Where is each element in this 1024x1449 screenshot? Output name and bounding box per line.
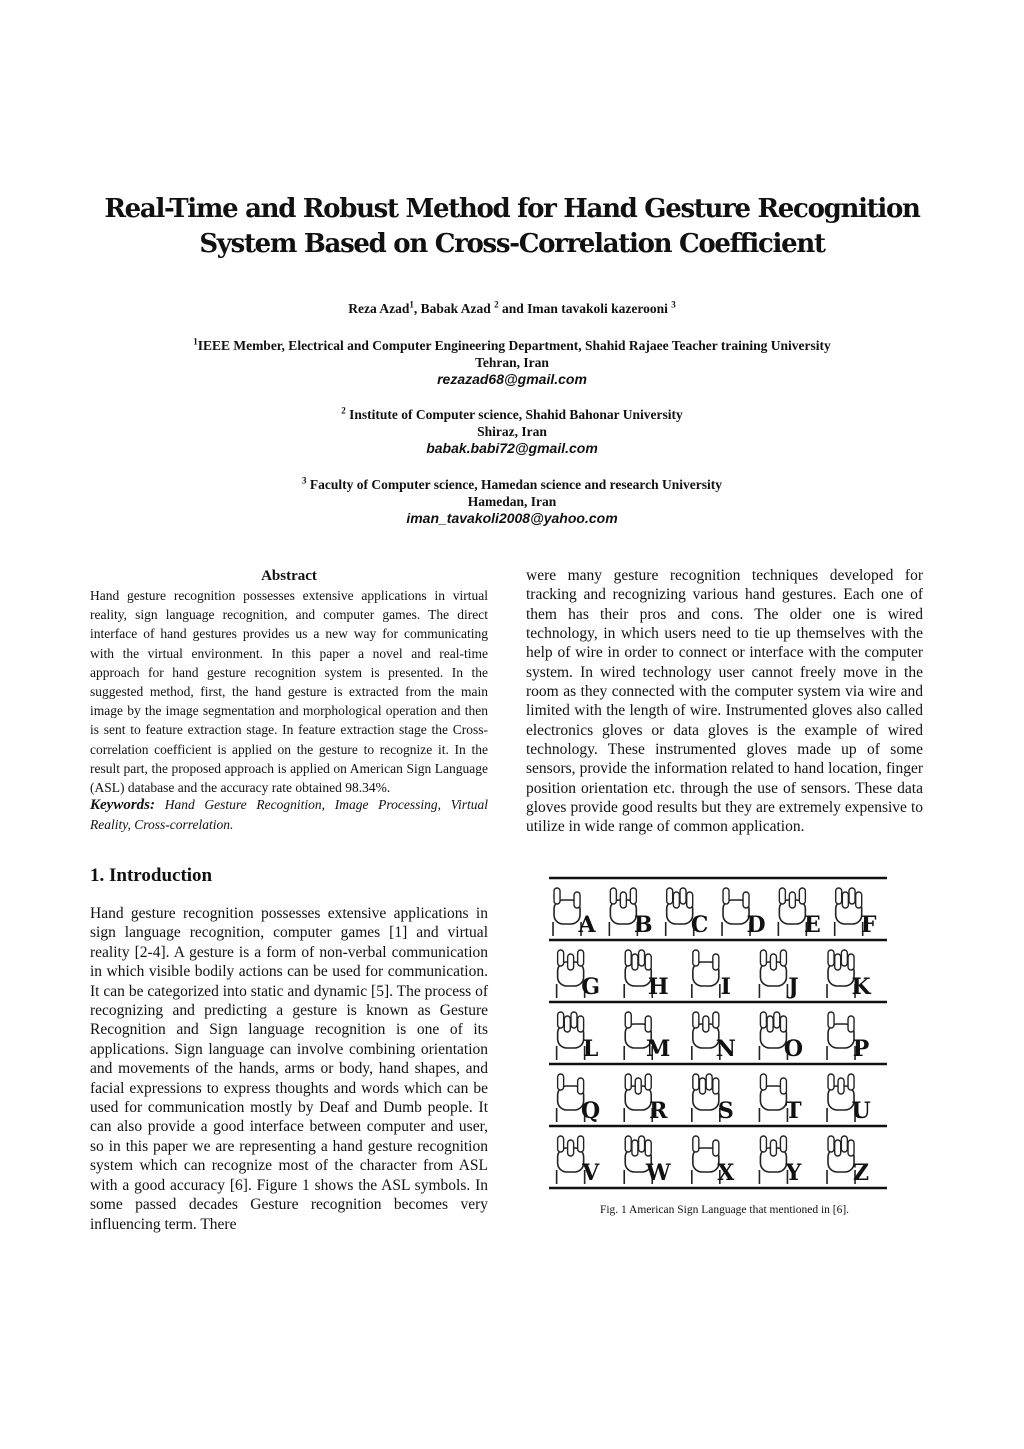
sign-letter-h: H xyxy=(647,974,669,1000)
hand-finger xyxy=(713,954,719,970)
hand-finger xyxy=(767,1016,773,1032)
keywords xyxy=(90,795,488,834)
hand-sign-v xyxy=(557,1136,585,1184)
hand-finger xyxy=(645,1074,651,1090)
hand-sign-z xyxy=(827,1136,855,1184)
sign-letter-f: F xyxy=(860,912,877,938)
author-1: Reza Azad xyxy=(348,301,410,316)
affiliation-3-sup: 3 xyxy=(302,475,307,486)
author-2-sup: 2 xyxy=(494,299,499,310)
hand-finger xyxy=(770,1140,776,1156)
hand-finger xyxy=(680,888,686,904)
sign-letter-o: O xyxy=(783,1036,804,1062)
hand-sign-e xyxy=(778,888,806,936)
hand-sign-c xyxy=(666,888,694,936)
hand-finger xyxy=(723,888,729,904)
hand-finger xyxy=(625,1012,631,1028)
hand-finger xyxy=(639,1136,645,1152)
hand-finger xyxy=(667,888,673,904)
hand-finger xyxy=(774,1012,780,1028)
hand-finger xyxy=(779,888,785,904)
sign-letter-d: D xyxy=(746,912,766,938)
hand-finger xyxy=(841,950,847,966)
hand-finger xyxy=(835,1140,841,1156)
hand-sign-s xyxy=(692,1074,720,1122)
affiliation-1-line1: IEEE Member, Electrical and Computer Engineering Department, Shahid Rajaee Teacher training University xyxy=(197,338,831,353)
title-line-2: System Based on Cross-Correlation Coefficient xyxy=(199,229,825,259)
hand-finger xyxy=(645,1016,651,1032)
figure-caption: Fig. 1 American Sign Language that mentioned in [6]. xyxy=(599,1204,850,1216)
hand-sign-l xyxy=(557,1012,585,1060)
hand-finger xyxy=(703,1016,709,1032)
introduction-text: Hand gesture recognition possesses extensive applications in sign language recognition, computer games [1] and virtual reality [2-4]. A gesture is a form of non-verbal communication in which visible bodily actions can be used for communication. It can be categorized into static and dynamic [5]. The process of recognizing and predicting a gesture is known as Gesture Recognition and Sign language recognition is one of its applications. Sign language can involve combining orientation and movements of the hands, arms or body, hand shapes, and facial expressions to express thoughts and words which can be used for communication mostly by Deaf and Dumb people. It can also provide a good interface between computer and user, so in this paper we are representing a hand gesture recognition system which can recognize most of the character from ASL with a good accuracy [6]. Figure 1 shows the ASL symbols. In some passed decades Gesture recognition becomes very influencing term. There xyxy=(90,905,488,1233)
hand-finger xyxy=(780,1016,786,1032)
author-3: and Iman tavakoli kazerooni xyxy=(498,301,668,316)
author-3-sup: 3 xyxy=(671,299,676,310)
hand-sign-f xyxy=(835,888,863,936)
sign-letter-c: C xyxy=(690,912,709,938)
hand-finger xyxy=(610,888,616,904)
sign-letter-m: M xyxy=(646,1036,671,1062)
hand-finger xyxy=(578,1016,584,1032)
hand-finger xyxy=(632,954,638,970)
affiliation-1-sup: 1 xyxy=(193,336,198,347)
hand-finger xyxy=(620,892,626,908)
sign-letter-e: E xyxy=(803,912,821,938)
hand-finger xyxy=(630,888,636,904)
hand-finger xyxy=(856,892,862,908)
hand-finger xyxy=(693,1074,699,1090)
affiliation-2-email[interactable]: babak.babi72@gmail.com xyxy=(426,440,598,456)
hand-finger xyxy=(687,892,693,908)
hand-finger xyxy=(564,1016,570,1032)
hand-finger xyxy=(743,892,749,908)
hand-sign-j xyxy=(759,950,787,998)
sign-letter-b: B xyxy=(634,912,653,938)
hand-finger xyxy=(842,892,848,908)
affiliation-3 xyxy=(100,476,924,527)
affiliation-2-line2: Shiraz, Iran xyxy=(477,424,547,439)
hand-finger xyxy=(828,1012,834,1028)
hand-finger xyxy=(770,954,776,970)
hand-finger xyxy=(828,1074,834,1090)
hand-finger xyxy=(848,1016,854,1032)
hand-finger xyxy=(693,1012,699,1028)
hand-sign-x xyxy=(692,1136,720,1184)
hand-finger xyxy=(760,1136,766,1152)
hand-finger xyxy=(706,1074,712,1090)
section-heading-introduction: 1. Introduction xyxy=(90,865,213,886)
hand-sign-p xyxy=(827,1012,855,1060)
affiliation-3-email[interactable]: iman_tavakoli2008@yahoo.com xyxy=(406,510,618,526)
hand-finger xyxy=(760,950,766,966)
abstract-text: Hand gesture recognition possesses extensive applications in virtual reality, sign language recognition, and computer games. The direct interface of hand gestures provides us a new way for communicating with the virtual environment. In this paper a novel and real-time approach for hand gesture recognition system is presented. In the suggested method, first, the hand gesture is extracted from the main image by the image segmentation and morphological operation and then is sent to feature extraction stage. In feature extraction stage the Cross-correlation coefficient is applied on the gesture to recognize it. In the result part, the proposed approach is applied on American Sign Language (ASL) database and the accuracy rate obtained 98.34%. xyxy=(90,588,488,796)
hand-finger xyxy=(841,1136,847,1152)
affiliation-2 xyxy=(100,406,924,457)
sign-letter-j: J xyxy=(788,974,799,1000)
affiliation-1-line2: Tehran, Iran xyxy=(475,355,549,370)
hand-sign-y xyxy=(759,1136,787,1184)
hand-finger xyxy=(571,1012,577,1028)
hand-finger xyxy=(568,954,574,970)
hand-sign-i xyxy=(692,950,720,998)
keywords-label: Keywords: xyxy=(90,797,155,813)
affiliation-2-line1: Institute of Computer science, Shahid Bahonar University xyxy=(345,407,683,422)
hand-finger xyxy=(673,892,679,908)
right-column-text: were many gesture recognition techniques developed for tracking and recognizing various hand gestures. Each one of them has their pros and cons. The older one is wired technology, in which users need to tie up themselves with the help of wire in order to connect or interface with the computer system. In wired technology user cannot freely move in the room as they connected with the computer system via wire and limited with the length of wire. Instrumented gloves also called electronics gloves or data gloves is the example of wired technology. These instrumented gloves made up of some sensors, provide the information related to hand location, finger position orientation etc. through the use of sensors. These data gloves provide good results but they are extremely expensive to utilize in wide range of common application. xyxy=(526,567,923,836)
sign-letter-l: L xyxy=(582,1036,599,1062)
hand-finger xyxy=(838,1078,844,1094)
hand-finger xyxy=(645,954,651,970)
hand-finger xyxy=(578,1136,584,1152)
hand-finger xyxy=(828,1136,834,1152)
sign-letter-k: K xyxy=(851,974,871,1000)
sign-letter-p: P xyxy=(852,1036,870,1062)
hand-finger xyxy=(835,954,841,970)
affiliation-3-line1: Faculty of Computer science, Hamedan science and research University xyxy=(306,477,722,492)
hand-finger xyxy=(625,950,631,966)
affiliation-1-email[interactable]: rezazad68@gmail.com xyxy=(437,371,587,387)
hand-finger xyxy=(568,1140,574,1156)
hand-finger xyxy=(635,1078,641,1094)
author-2: , Babak Azad xyxy=(413,301,491,316)
hand-finger xyxy=(780,950,786,966)
sign-letter-s: S xyxy=(717,1098,734,1124)
sign-letter-z: Z xyxy=(853,1160,870,1186)
hand-finger xyxy=(558,1074,564,1090)
hand-finger xyxy=(699,1078,705,1094)
hand-finger xyxy=(780,1136,786,1152)
affiliation-2-sup: 2 xyxy=(341,405,346,416)
sign-letter-a: A xyxy=(578,912,596,938)
keywords-text: Hand Gesture Recognition, Image Processing, Virtual Reality, Cross-correlation. xyxy=(90,797,488,832)
hand-finger xyxy=(578,950,584,966)
hand-finger xyxy=(848,1074,854,1090)
hand-finger xyxy=(849,888,855,904)
sign-letter-g: G xyxy=(581,974,601,1000)
hand-finger xyxy=(713,1012,719,1028)
sign-letter-i: I xyxy=(720,974,731,1000)
hand-finger xyxy=(713,1078,719,1094)
hand-finger xyxy=(558,950,564,966)
hand-finger xyxy=(645,1140,651,1156)
hand-finger xyxy=(558,1136,564,1152)
abstract-heading: Abstract xyxy=(261,568,317,584)
sign-letter-r: R xyxy=(649,1098,668,1124)
hand-finger xyxy=(558,1012,564,1028)
paper-title xyxy=(60,192,964,262)
hand-finger xyxy=(760,1012,766,1028)
sign-letter-y: Y xyxy=(785,1160,802,1186)
hand-finger xyxy=(693,950,699,966)
sign-letter-n: N xyxy=(715,1036,736,1062)
hand-finger xyxy=(639,950,645,966)
hand-finger xyxy=(574,892,580,908)
hand-finger xyxy=(693,1136,699,1152)
hand-finger xyxy=(828,950,834,966)
sign-letter-u: U xyxy=(851,1098,871,1124)
hand-finger xyxy=(780,1078,786,1094)
hand-sign-r xyxy=(624,1074,652,1122)
hand-sign-t xyxy=(759,1074,787,1122)
sign-letter-v: V xyxy=(582,1160,600,1186)
hand-sign-a xyxy=(553,888,581,936)
hand-finger xyxy=(554,888,560,904)
asl-alphabet-figure xyxy=(549,874,887,1194)
author-1-sup: 1 xyxy=(409,299,414,310)
sign-letter-q: Q xyxy=(581,1098,601,1124)
author-list xyxy=(100,301,924,317)
hand-finger xyxy=(836,888,842,904)
hand-finger xyxy=(578,1078,584,1094)
hand-finger xyxy=(760,1074,766,1090)
hand-finger xyxy=(713,1140,719,1156)
title-line-1: Real-Time and Robust Method for Hand Gesture Recognition xyxy=(104,194,920,224)
hand-finger xyxy=(848,1140,854,1156)
hand-finger xyxy=(799,888,805,904)
hand-finger xyxy=(789,892,795,908)
hand-finger xyxy=(625,1074,631,1090)
sign-letter-w: W xyxy=(645,1160,671,1186)
affiliation-1 xyxy=(100,337,924,388)
sign-letter-t: T xyxy=(785,1098,802,1124)
hand-finger xyxy=(625,1136,631,1152)
sign-letter-x: X xyxy=(717,1160,735,1186)
affiliation-3-line2: Hamedan, Iran xyxy=(467,494,557,509)
hand-finger xyxy=(632,1140,638,1156)
hand-finger xyxy=(848,954,854,970)
